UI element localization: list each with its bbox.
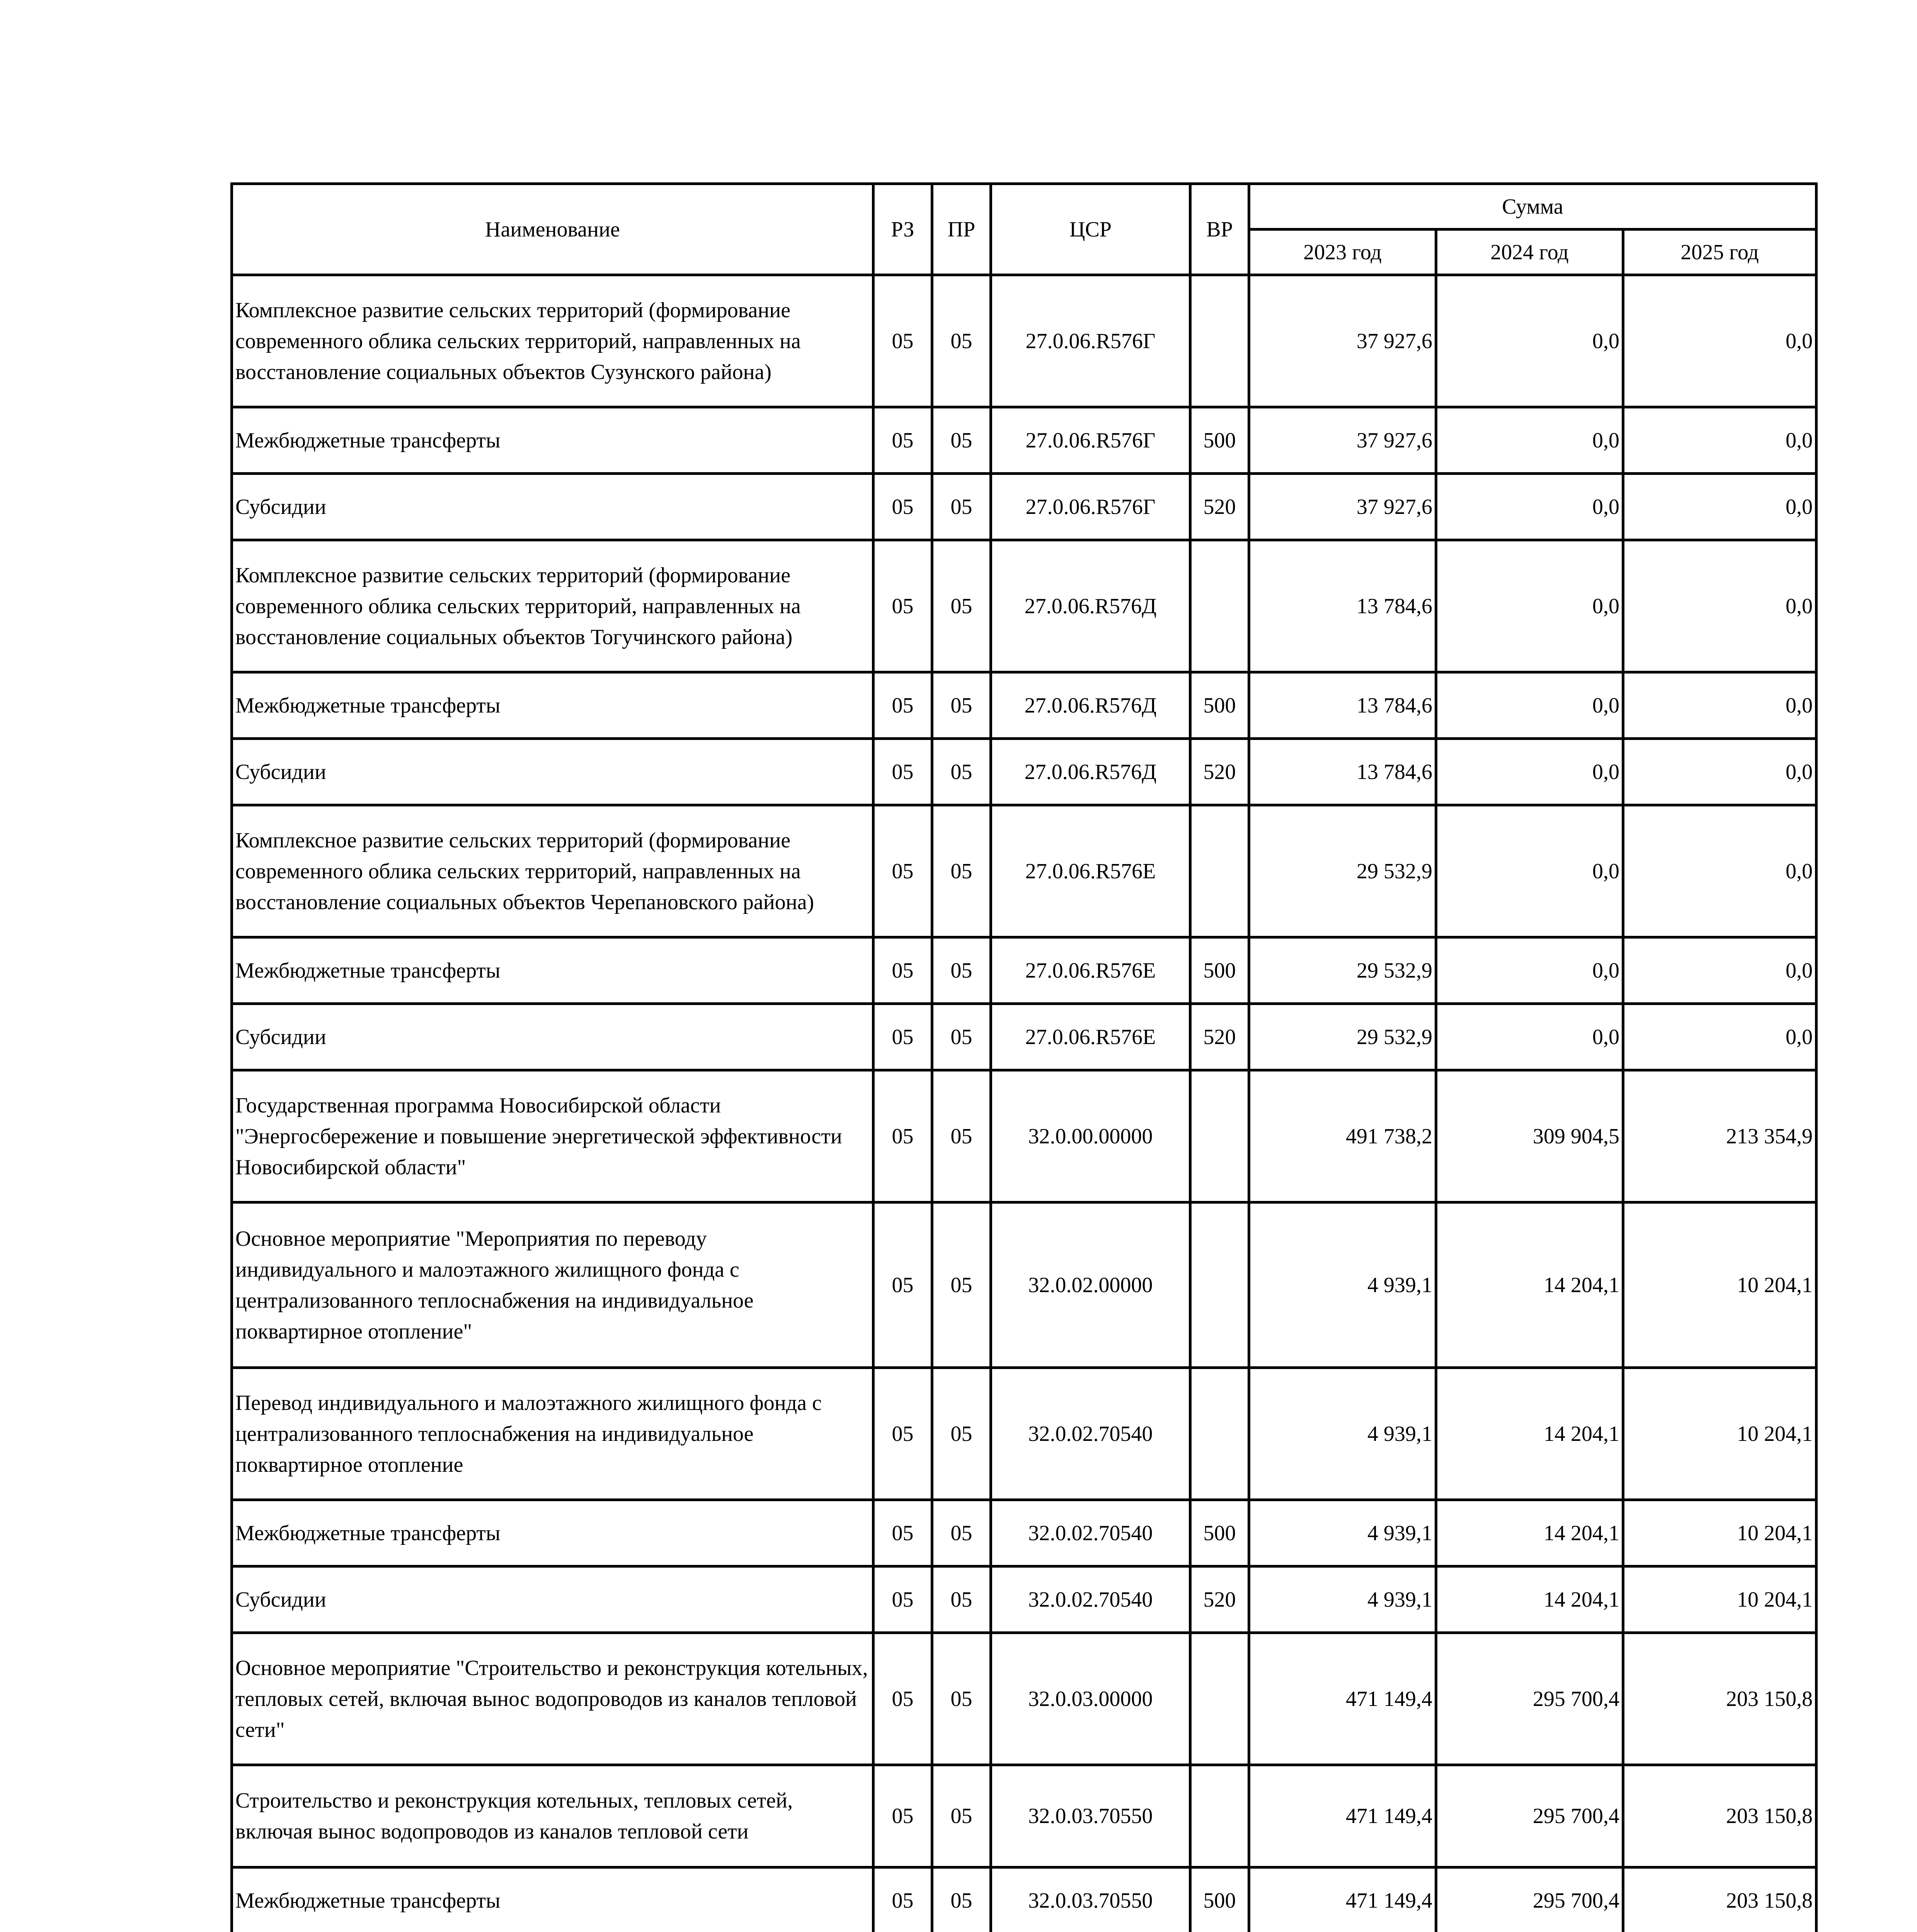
cell-y2025: 10 204,1 [1623,1500,1817,1566]
cell-name: Основное мероприятие "Строительство и реконструкция котельных, тепловых сетей, включая вынос водопроводов из каналов тепловой сети" [232,1633,873,1765]
table-body [232,275,1817,1932]
cell-y2024: 0,0 [1436,1004,1623,1070]
cell-y2023: 471 149,4 [1249,1867,1436,1932]
cell-vr: 500 [1190,672,1249,739]
cell-name: Межбюджетные трансферты [232,1867,873,1932]
cell-csr: 27.0.06.R576Е [991,805,1190,937]
table-row [232,407,1817,474]
cell-rz: 05 [873,540,932,672]
cell-vr: 500 [1190,1500,1249,1566]
cell-csr: 27.0.06.R576Д [991,739,1190,805]
cell-rz: 05 [873,1368,932,1500]
cell-pr: 05 [932,1765,991,1867]
cell-rz: 05 [873,805,932,937]
cell-y2025: 10 204,1 [1623,1368,1817,1500]
table-row [232,474,1817,540]
table-row [232,1566,1817,1633]
cell-csr: 27.0.06.R576Г [991,407,1190,474]
cell-pr: 05 [932,1867,991,1932]
cell-y2023: 471 149,4 [1249,1765,1436,1867]
cell-name: Межбюджетные трансферты [232,407,873,474]
table-row [232,1202,1817,1368]
cell-rz: 05 [873,1202,932,1368]
cell-name: Межбюджетные трансферты [232,1500,873,1566]
cell-pr: 05 [932,1500,991,1566]
cell-csr: 32.0.03.00000 [991,1633,1190,1765]
cell-csr: 27.0.06.R576Е [991,1004,1190,1070]
cell-pr: 05 [932,805,991,937]
cell-y2024: 0,0 [1436,540,1623,672]
budget-table [230,182,1818,1932]
table-row [232,1070,1817,1202]
header-rz: РЗ [873,184,932,275]
cell-name: Государственная программа Новосибирской области "Энергосбережение и повышение энергетической эффективности Новосибирской области" [232,1070,873,1202]
cell-y2023: 13 784,6 [1249,739,1436,805]
table-row [232,1368,1817,1500]
cell-pr: 05 [932,540,991,672]
cell-csr: 27.0.06.R576Е [991,937,1190,1004]
cell-csr: 32.0.02.70540 [991,1500,1190,1566]
cell-name: Субсидии [232,1566,873,1633]
cell-pr: 05 [932,1633,991,1765]
cell-y2023: 4 939,1 [1249,1368,1436,1500]
cell-csr: 32.0.00.00000 [991,1070,1190,1202]
cell-y2025: 0,0 [1623,672,1817,739]
cell-csr: 27.0.06.R576Д [991,540,1190,672]
cell-rz: 05 [873,407,932,474]
cell-name: Основное мероприятие "Мероприятия по переводу индивидуального и малоэтажного жилищного фонда с централизованного теплоснабжения на индивидуальное поквартирное отопление" [232,1202,873,1368]
cell-y2024: 14 204,1 [1436,1500,1623,1566]
cell-name: Комплексное развитие сельских территорий (формирование современного облика сельских территорий, направленных на восстановление социальных объектов Тогучинского района) [232,540,873,672]
cell-pr: 05 [932,739,991,805]
cell-y2025: 0,0 [1623,1004,1817,1070]
cell-csr: 27.0.06.R576Г [991,474,1190,540]
cell-name: Субсидии [232,739,873,805]
cell-vr [1190,540,1249,672]
header-name: Наименование [232,184,873,275]
cell-y2025: 203 150,8 [1623,1867,1817,1932]
cell-csr: 32.0.03.70550 [991,1765,1190,1867]
table-row [232,672,1817,739]
table-row [232,1633,1817,1765]
table-row [232,805,1817,937]
cell-y2024: 0,0 [1436,275,1623,407]
cell-y2025: 0,0 [1623,275,1817,407]
cell-csr: 27.0.06.R576Г [991,275,1190,407]
cell-pr: 05 [932,474,991,540]
cell-csr: 32.0.03.70550 [991,1867,1190,1932]
cell-vr: 520 [1190,474,1249,540]
cell-y2024: 14 204,1 [1436,1202,1623,1368]
cell-y2024: 0,0 [1436,407,1623,474]
cell-y2023: 29 532,9 [1249,1004,1436,1070]
cell-csr: 27.0.06.R576Д [991,672,1190,739]
cell-rz: 05 [873,739,932,805]
header-2025: 2025 год [1623,230,1817,275]
header-pr: ПР [932,184,991,275]
cell-vr: 520 [1190,739,1249,805]
cell-y2024: 14 204,1 [1436,1368,1623,1500]
cell-y2024: 309 904,5 [1436,1070,1623,1202]
header-csr: ЦСР [991,184,1190,275]
cell-rz: 05 [873,1004,932,1070]
cell-name: Комплексное развитие сельских территорий (формирование современного облика сельских территорий, направленных на восстановление социальных объектов Сузунского района) [232,275,873,407]
cell-name: Строительство и реконструкция котельных, тепловых сетей, включая вынос водопроводов из каналов тепловой сети [232,1765,873,1867]
cell-y2023: 37 927,6 [1249,275,1436,407]
cell-name: Межбюджетные трансферты [232,937,873,1004]
cell-rz: 05 [873,937,932,1004]
cell-y2025: 203 150,8 [1623,1765,1817,1867]
cell-vr [1190,1202,1249,1368]
table-row [232,1500,1817,1566]
cell-y2023: 29 532,9 [1249,937,1436,1004]
cell-y2023: 13 784,6 [1249,672,1436,739]
cell-vr [1190,805,1249,937]
cell-pr: 05 [932,407,991,474]
cell-y2024: 0,0 [1436,672,1623,739]
cell-y2024: 0,0 [1436,739,1623,805]
cell-name: Перевод индивидуального и малоэтажного жилищного фонда с централизованного теплоснабжения на индивидуальное поквартирное отопление [232,1368,873,1500]
cell-csr: 32.0.02.70540 [991,1368,1190,1500]
cell-pr: 05 [932,1368,991,1500]
cell-vr: 500 [1190,1867,1249,1932]
header-2023: 2023 год [1249,230,1436,275]
cell-y2024: 0,0 [1436,474,1623,540]
cell-y2023: 471 149,4 [1249,1633,1436,1765]
cell-name: Межбюджетные трансферты [232,672,873,739]
cell-y2025: 0,0 [1623,739,1817,805]
cell-csr: 32.0.02.70540 [991,1566,1190,1633]
cell-vr: 500 [1190,937,1249,1004]
table-row [232,1765,1817,1867]
cell-vr [1190,275,1249,407]
cell-y2024: 14 204,1 [1436,1566,1623,1633]
cell-pr: 05 [932,275,991,407]
cell-y2023: 4 939,1 [1249,1202,1436,1368]
cell-y2023: 37 927,6 [1249,474,1436,540]
cell-y2025: 203 150,8 [1623,1633,1817,1765]
cell-pr: 05 [932,1070,991,1202]
cell-y2024: 0,0 [1436,937,1623,1004]
cell-vr [1190,1070,1249,1202]
cell-name: Субсидии [232,1004,873,1070]
cell-y2023: 4 939,1 [1249,1500,1436,1566]
cell-y2025: 10 204,1 [1623,1202,1817,1368]
cell-y2023: 4 939,1 [1249,1566,1436,1633]
cell-pr: 05 [932,1202,991,1368]
cell-pr: 05 [932,937,991,1004]
cell-pr: 05 [932,672,991,739]
cell-rz: 05 [873,672,932,739]
table-row [232,540,1817,672]
cell-y2025: 10 204,1 [1623,1566,1817,1633]
cell-vr [1190,1368,1249,1500]
cell-y2025: 0,0 [1623,540,1817,672]
cell-vr [1190,1765,1249,1867]
cell-vr: 520 [1190,1566,1249,1633]
cell-vr: 520 [1190,1004,1249,1070]
cell-rz: 05 [873,1070,932,1202]
table-row [232,937,1817,1004]
cell-rz: 05 [873,1633,932,1765]
cell-rz: 05 [873,1765,932,1867]
cell-rz: 05 [873,1500,932,1566]
header-2024: 2024 год [1436,230,1623,275]
cell-rz: 05 [873,474,932,540]
cell-vr [1190,1633,1249,1765]
cell-y2025: 0,0 [1623,474,1817,540]
cell-rz: 05 [873,1566,932,1633]
table-row [232,1004,1817,1070]
cell-pr: 05 [932,1566,991,1633]
table-row [232,1867,1817,1932]
cell-y2024: 0,0 [1436,805,1623,937]
cell-csr: 32.0.02.00000 [991,1202,1190,1368]
table-row [232,739,1817,805]
cell-rz: 05 [873,275,932,407]
cell-name: Субсидии [232,474,873,540]
cell-name: Комплексное развитие сельских территорий (формирование современного облика сельских территорий, направленных на восстановление социальных объектов Черепановского района) [232,805,873,937]
cell-y2023: 491 738,2 [1249,1070,1436,1202]
cell-y2024: 295 700,4 [1436,1867,1623,1932]
header-sum: Сумма [1249,184,1817,230]
cell-y2025: 213 354,9 [1623,1070,1817,1202]
cell-y2025: 0,0 [1623,937,1817,1004]
table-row [232,275,1817,407]
cell-pr: 05 [932,1004,991,1070]
cell-y2025: 0,0 [1623,805,1817,937]
cell-y2024: 295 700,4 [1436,1633,1623,1765]
cell-y2023: 37 927,6 [1249,407,1436,474]
cell-y2023: 29 532,9 [1249,805,1436,937]
header-vr: ВР [1190,184,1249,275]
table-header [232,184,1817,275]
cell-vr: 500 [1190,407,1249,474]
cell-y2023: 13 784,6 [1249,540,1436,672]
cell-y2025: 0,0 [1623,407,1817,474]
cell-y2024: 295 700,4 [1436,1765,1623,1867]
cell-rz: 05 [873,1867,932,1932]
